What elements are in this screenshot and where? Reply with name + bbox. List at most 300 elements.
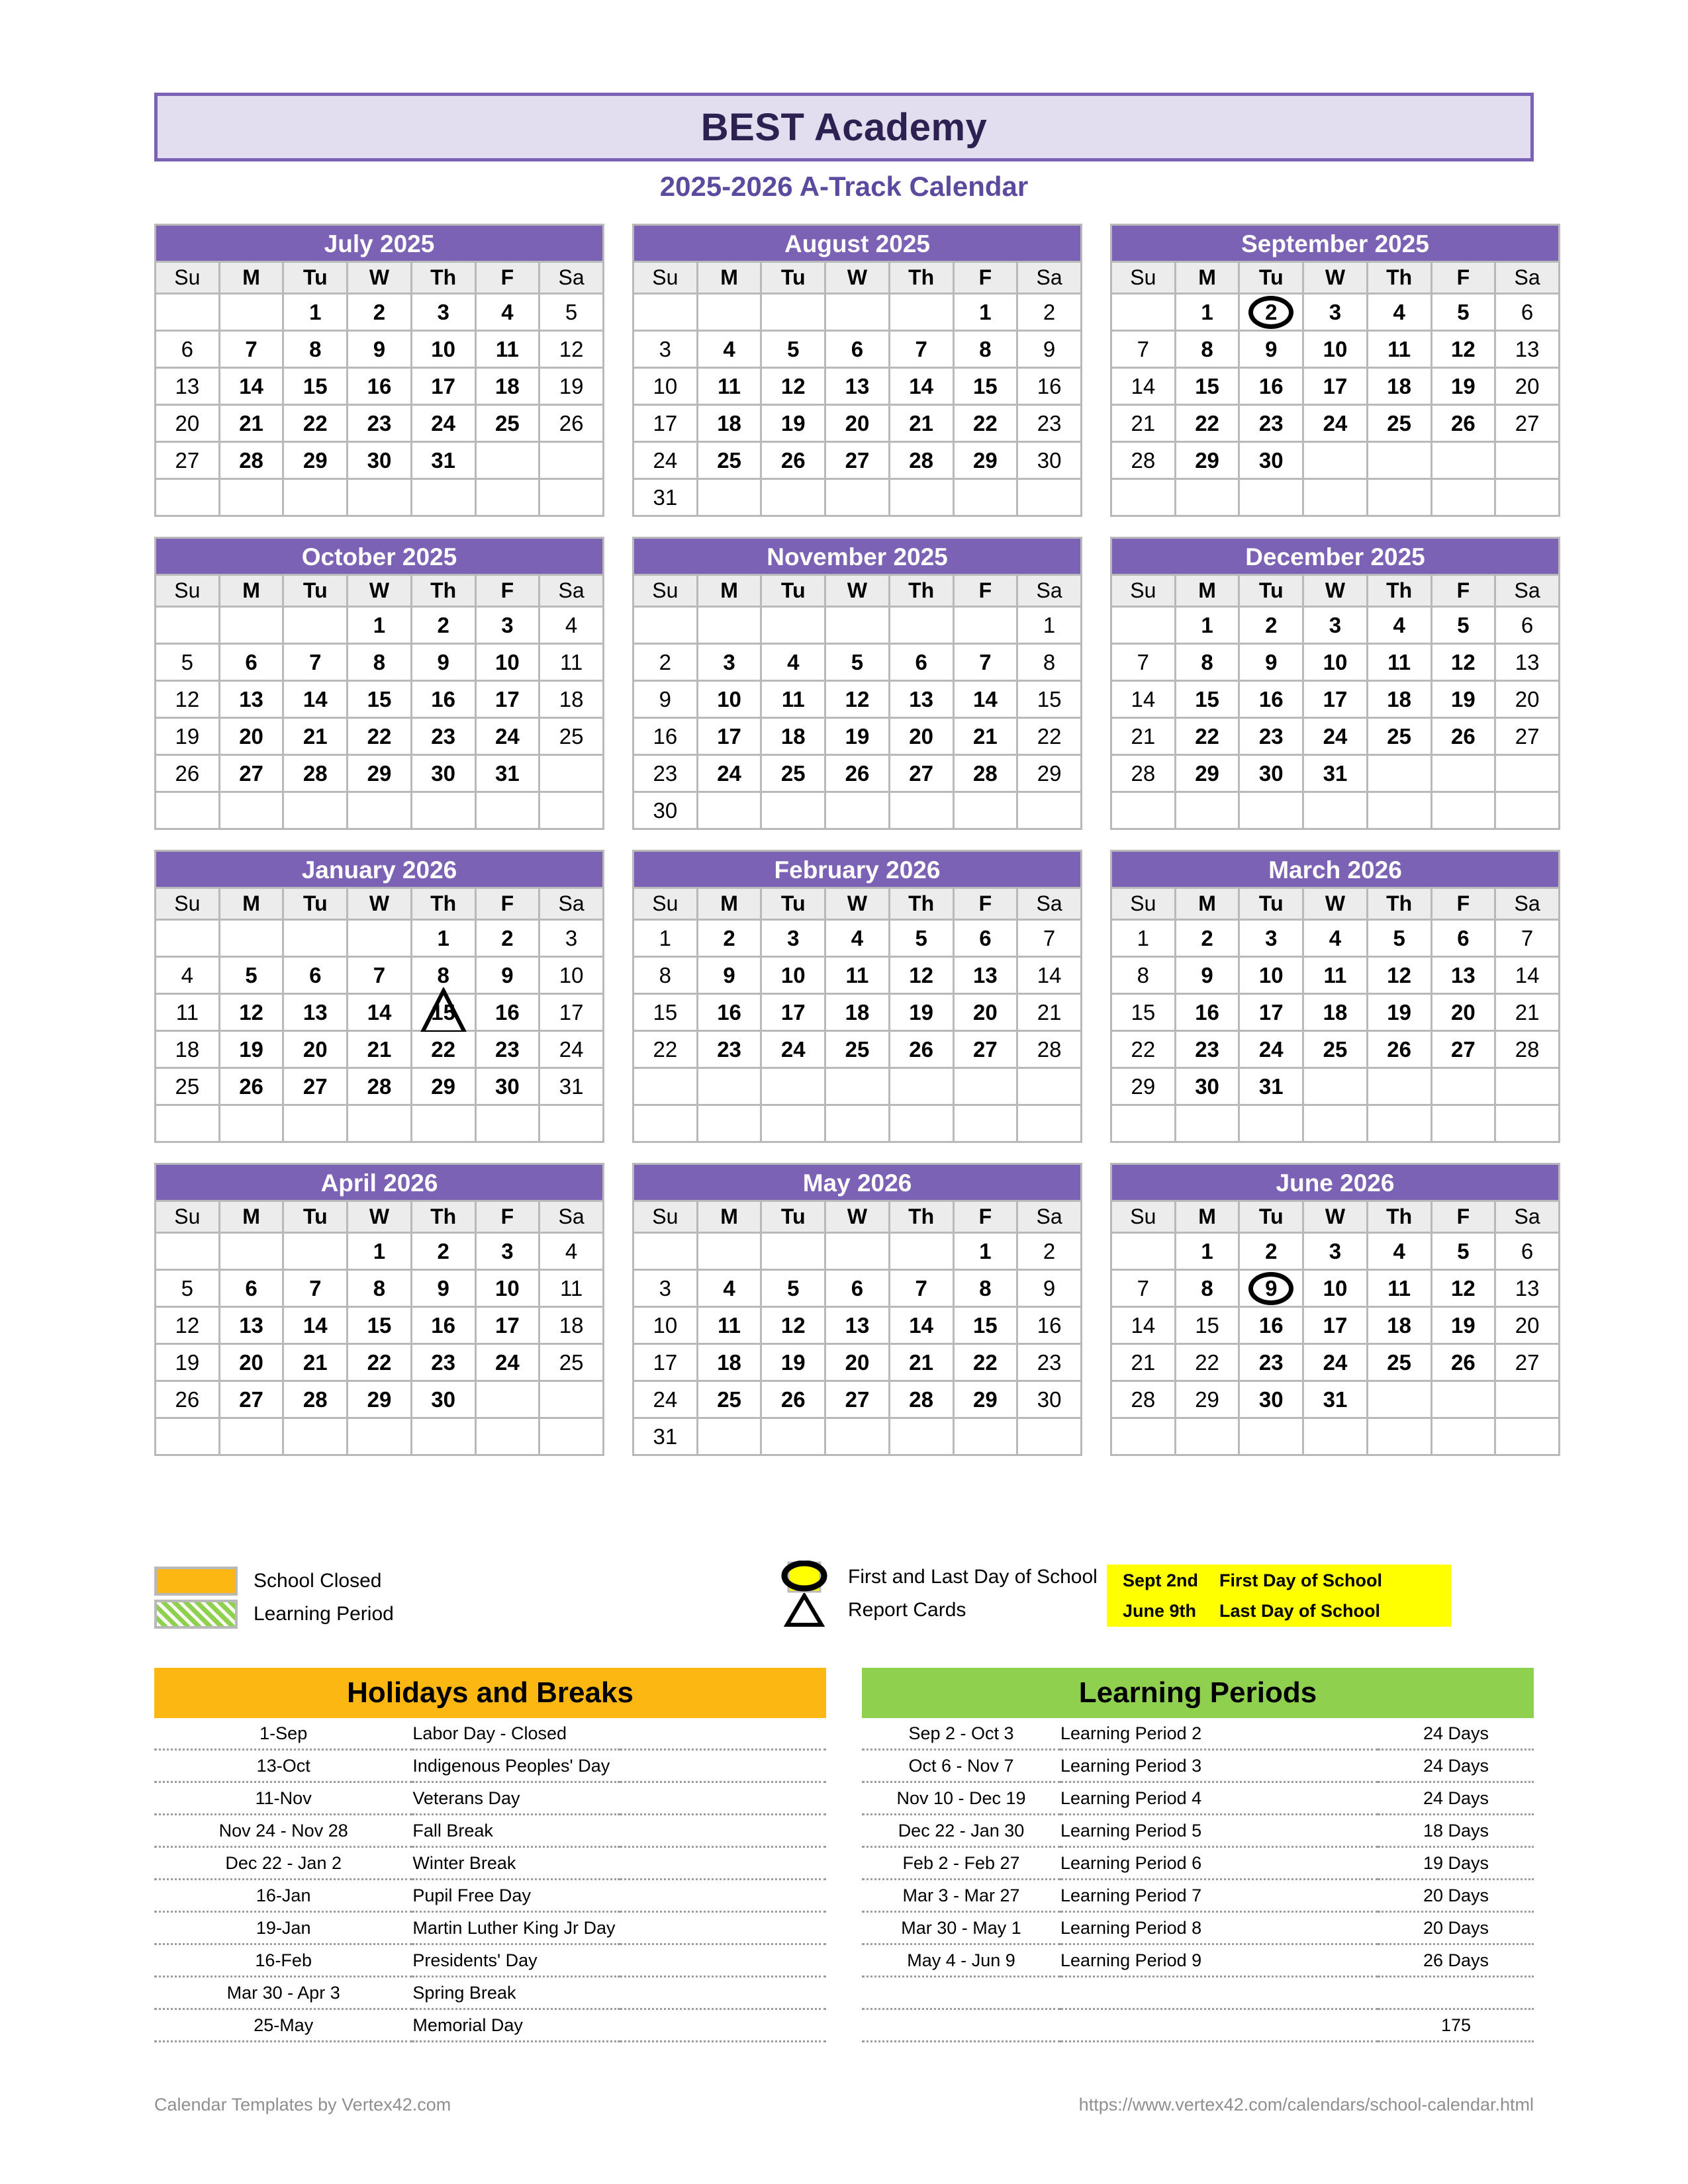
day-cell[interactable] [1496,608,1558,643]
day-cell[interactable] [1112,406,1174,441]
day-cell[interactable] [1240,921,1302,956]
day-cell[interactable] [220,1382,283,1417]
day-cell[interactable] [1496,369,1558,404]
day-cell[interactable] [156,332,218,367]
day-cell[interactable] [477,921,539,956]
day-cell[interactable] [762,406,824,441]
day-cell[interactable] [1240,608,1302,643]
day-cell[interactable] [1240,443,1302,478]
day-cell[interactable] [1432,719,1495,754]
day-cell[interactable] [540,958,602,993]
day-cell[interactable] [762,1308,824,1343]
day-cell[interactable] [1496,1234,1558,1269]
day-cell[interactable] [284,332,346,367]
day-cell[interactable] [1240,1382,1302,1417]
day-cell[interactable] [477,682,539,717]
day-cell[interactable] [1432,406,1495,441]
day-cell[interactable] [1176,756,1239,791]
day-cell[interactable] [477,1308,539,1343]
day-cell[interactable] [1304,608,1366,643]
day-cell[interactable] [540,1308,602,1343]
day-cell[interactable] [156,645,218,680]
day-cell[interactable] [1304,756,1366,791]
day-cell[interactable] [634,645,696,680]
day-cell[interactable] [1018,369,1080,404]
day-cell[interactable] [1176,995,1239,1030]
day-cell[interactable] [1304,995,1366,1030]
day-cell[interactable] [634,958,696,993]
day-cell[interactable] [284,645,346,680]
day-cell[interactable] [1368,958,1430,993]
day-cell[interactable] [698,1382,761,1417]
day-cell[interactable] [826,958,888,993]
day-cell[interactable] [220,645,283,680]
day-cell[interactable] [1176,1382,1239,1417]
day-cell[interactable] [955,995,1017,1030]
day-cell[interactable] [1018,1271,1080,1306]
day-cell[interactable] [1018,756,1080,791]
day-cell[interactable] [1018,958,1080,993]
day-cell[interactable] [955,921,1017,956]
day-cell[interactable] [1304,1032,1366,1067]
day-cell[interactable] [1176,295,1239,330]
day-cell[interactable] [412,921,475,956]
day-cell[interactable] [955,1032,1017,1067]
day-cell[interactable] [284,1271,346,1306]
day-cell[interactable] [634,1345,696,1380]
day-cell[interactable] [1368,1308,1430,1343]
day-cell[interactable] [540,406,602,441]
day-cell[interactable] [1240,719,1302,754]
day-cell[interactable] [1018,921,1080,956]
day-cell[interactable] [955,645,1017,680]
day-cell[interactable] [1176,719,1239,754]
day-cell[interactable] [540,995,602,1030]
day-cell[interactable] [1112,1069,1174,1104]
day-cell[interactable] [1432,1032,1495,1067]
day-cell[interactable] [540,1032,602,1067]
day-cell[interactable] [762,719,824,754]
day-cell[interactable] [1018,332,1080,367]
day-cell[interactable] [762,443,824,478]
day-cell[interactable] [1176,406,1239,441]
day-cell[interactable] [1176,1069,1239,1104]
day-cell[interactable] [634,1271,696,1306]
day-cell[interactable] [1018,1234,1080,1269]
day-cell[interactable] [156,1069,218,1104]
day-cell[interactable] [1304,719,1366,754]
day-cell[interactable] [1432,958,1495,993]
day-cell[interactable] [1496,682,1558,717]
day-cell[interactable] [284,1032,346,1067]
day-cell[interactable] [412,995,475,1030]
day-cell[interactable] [348,995,410,1030]
day-cell[interactable] [1240,1069,1302,1104]
day-cell[interactable] [698,1345,761,1380]
day-cell[interactable] [1112,719,1174,754]
day-cell[interactable] [412,608,475,643]
day-cell[interactable] [1018,1382,1080,1417]
day-cell[interactable] [1176,1345,1239,1380]
day-cell[interactable] [477,995,539,1030]
day-cell[interactable] [477,332,539,367]
day-cell[interactable] [156,958,218,993]
day-cell[interactable] [477,406,539,441]
day-cell[interactable] [477,295,539,330]
day-cell[interactable] [540,332,602,367]
day-cell[interactable] [540,1345,602,1380]
day-cell[interactable] [348,443,410,478]
day-cell[interactable] [1368,719,1430,754]
day-cell[interactable] [284,369,346,404]
day-cell[interactable] [698,682,761,717]
day-cell[interactable] [634,682,696,717]
day-cell[interactable] [826,443,888,478]
day-cell[interactable] [284,1308,346,1343]
day-cell[interactable] [890,332,953,367]
day-cell[interactable] [1240,406,1302,441]
day-cell[interactable] [890,756,953,791]
day-cell[interactable] [284,1345,346,1380]
day-cell[interactable] [156,995,218,1030]
day-cell[interactable] [1176,921,1239,956]
day-cell[interactable] [1112,645,1174,680]
day-cell[interactable] [826,921,888,956]
day-cell[interactable] [1368,1234,1430,1269]
day-cell[interactable] [826,1308,888,1343]
day-cell[interactable] [412,1382,475,1417]
day-cell[interactable] [1432,295,1495,330]
day-cell[interactable] [1240,1308,1302,1343]
day-cell[interactable] [1018,406,1080,441]
day-cell[interactable] [412,1345,475,1380]
day-cell[interactable] [348,1234,410,1269]
day-cell[interactable] [477,756,539,791]
day-cell[interactable] [955,369,1017,404]
day-cell[interactable] [412,369,475,404]
day-cell[interactable] [890,682,953,717]
day-cell[interactable] [1304,295,1366,330]
day-cell[interactable] [698,369,761,404]
day-cell[interactable] [1432,1271,1495,1306]
day-cell[interactable] [412,682,475,717]
day-cell[interactable] [540,295,602,330]
day-cell[interactable] [698,1308,761,1343]
day-cell[interactable] [634,480,696,515]
day-cell[interactable] [634,719,696,754]
day-cell[interactable] [955,332,1017,367]
day-cell[interactable] [698,332,761,367]
day-cell[interactable] [1018,1032,1080,1067]
day-cell[interactable] [348,958,410,993]
day-cell[interactable] [1432,995,1495,1030]
day-cell[interactable] [1240,332,1302,367]
day-cell[interactable] [1176,645,1239,680]
day-cell[interactable] [477,369,539,404]
day-cell[interactable] [634,443,696,478]
day-cell[interactable] [348,1345,410,1380]
day-cell[interactable] [1304,1382,1366,1417]
day-cell[interactable] [955,756,1017,791]
day-cell[interactable] [284,406,346,441]
day-cell[interactable] [540,1234,602,1269]
day-cell[interactable] [156,1032,218,1067]
day-cell[interactable] [890,1032,953,1067]
day-cell[interactable] [1240,1032,1302,1067]
day-cell[interactable] [540,608,602,643]
day-cell[interactable] [1368,682,1430,717]
day-cell[interactable] [1176,1271,1239,1306]
day-cell[interactable] [762,645,824,680]
day-cell[interactable] [220,1345,283,1380]
day-cell[interactable] [955,1308,1017,1343]
day-cell[interactable] [412,719,475,754]
day-cell[interactable] [890,958,953,993]
day-cell[interactable] [1432,645,1495,680]
day-cell[interactable] [1496,645,1558,680]
day-cell[interactable] [348,295,410,330]
day-cell[interactable] [284,295,346,330]
day-cell[interactable] [156,719,218,754]
day-cell[interactable] [348,719,410,754]
day-cell[interactable] [1018,682,1080,717]
day-cell[interactable] [634,756,696,791]
day-cell[interactable] [348,756,410,791]
day-cell[interactable] [412,406,475,441]
day-cell[interactable] [762,1271,824,1306]
day-cell[interactable] [762,369,824,404]
day-cell[interactable] [1112,1345,1174,1380]
day-cell[interactable] [284,995,346,1030]
day-cell[interactable] [1304,645,1366,680]
day-cell[interactable] [890,406,953,441]
day-cell[interactable] [1368,608,1430,643]
day-cell[interactable] [826,1032,888,1067]
day-cell[interactable] [156,406,218,441]
day-cell[interactable] [1112,995,1174,1030]
day-cell[interactable] [698,921,761,956]
day-cell[interactable] [698,756,761,791]
day-cell[interactable] [698,719,761,754]
day-cell[interactable] [1432,369,1495,404]
day-cell[interactable] [1496,1271,1558,1306]
day-cell[interactable] [1432,332,1495,367]
day-cell[interactable] [698,1271,761,1306]
day-cell[interactable] [220,443,283,478]
day-cell[interactable] [348,1308,410,1343]
day-cell[interactable] [1112,921,1174,956]
day-cell[interactable] [1432,921,1495,956]
day-cell[interactable] [1176,1032,1239,1067]
day-cell[interactable] [826,756,888,791]
day-cell[interactable] [1112,1308,1174,1343]
day-cell[interactable] [1112,682,1174,717]
day-cell[interactable] [1112,1032,1174,1067]
day-cell[interactable] [156,756,218,791]
day-cell[interactable] [284,1382,346,1417]
day-cell[interactable] [1368,295,1430,330]
day-cell[interactable] [634,1032,696,1067]
day-cell[interactable] [634,369,696,404]
day-cell[interactable] [698,645,761,680]
day-cell[interactable] [1432,1308,1495,1343]
day-cell[interactable] [1018,295,1080,330]
day-cell[interactable] [890,1308,953,1343]
day-cell[interactable] [220,682,283,717]
day-cell[interactable] [540,719,602,754]
day-cell[interactable] [412,756,475,791]
day-cell[interactable] [348,682,410,717]
day-cell[interactable] [1304,1234,1366,1269]
day-cell[interactable] [1368,332,1430,367]
day-cell[interactable] [1176,958,1239,993]
day-cell[interactable] [634,793,696,828]
day-cell[interactable] [156,1345,218,1380]
day-cell[interactable] [890,1345,953,1380]
day-cell[interactable] [955,1345,1017,1380]
day-cell[interactable] [890,369,953,404]
day-cell[interactable] [1240,369,1302,404]
day-cell[interactable] [1018,1345,1080,1380]
day-cell[interactable] [412,645,475,680]
day-cell[interactable] [826,1271,888,1306]
day-cell[interactable] [1368,369,1430,404]
day-cell[interactable] [156,369,218,404]
day-cell[interactable] [955,443,1017,478]
day-cell[interactable] [1018,995,1080,1030]
day-cell[interactable] [634,332,696,367]
day-cell[interactable] [1496,719,1558,754]
day-cell[interactable] [890,1382,953,1417]
day-cell[interactable] [698,443,761,478]
day-cell[interactable] [890,995,953,1030]
day-cell[interactable] [698,1032,761,1067]
footer-url[interactable]: https://www.vertex42.com/calendars/school-calendar.html [1078,2095,1534,2115]
day-cell[interactable] [1496,295,1558,330]
day-cell[interactable] [220,369,283,404]
day-cell[interactable] [1018,443,1080,478]
day-cell[interactable] [826,1382,888,1417]
day-cell[interactable] [1240,756,1302,791]
day-cell[interactable] [412,295,475,330]
day-cell[interactable] [890,645,953,680]
day-cell[interactable] [1304,1345,1366,1380]
day-cell[interactable] [1304,921,1366,956]
day-cell[interactable] [348,1032,410,1067]
day-cell[interactable] [477,719,539,754]
day-cell[interactable] [1496,958,1558,993]
day-cell[interactable] [762,958,824,993]
day-cell[interactable] [477,645,539,680]
day-cell[interactable] [1304,1271,1366,1306]
day-cell[interactable] [1240,295,1302,330]
day-cell[interactable] [1176,682,1239,717]
day-cell[interactable] [1304,406,1366,441]
day-cell[interactable] [220,1308,283,1343]
day-cell[interactable] [698,406,761,441]
day-cell[interactable] [1018,1308,1080,1343]
day-cell[interactable] [284,756,346,791]
day-cell[interactable] [412,1032,475,1067]
day-cell[interactable] [1432,1345,1495,1380]
day-cell[interactable] [826,682,888,717]
day-cell[interactable] [220,1069,283,1104]
day-cell[interactable] [1176,608,1239,643]
day-cell[interactable] [156,443,218,478]
day-cell[interactable] [1112,958,1174,993]
day-cell[interactable] [1304,332,1366,367]
day-cell[interactable] [698,958,761,993]
day-cell[interactable] [220,332,283,367]
day-cell[interactable] [412,958,475,993]
day-cell[interactable] [1304,1308,1366,1343]
day-cell[interactable] [220,1032,283,1067]
day-cell[interactable] [1432,682,1495,717]
day-cell[interactable] [412,1308,475,1343]
day-cell[interactable] [1018,645,1080,680]
day-cell[interactable] [634,1419,696,1454]
day-cell[interactable] [1112,443,1174,478]
day-cell[interactable] [1176,1308,1239,1343]
day-cell[interactable] [1240,995,1302,1030]
day-cell[interactable] [1018,608,1080,643]
day-cell[interactable] [412,443,475,478]
day-cell[interactable] [1018,719,1080,754]
day-cell[interactable] [1112,756,1174,791]
day-cell[interactable] [220,719,283,754]
day-cell[interactable] [634,1308,696,1343]
day-cell[interactable] [826,369,888,404]
day-cell[interactable] [477,1234,539,1269]
day-cell[interactable] [762,995,824,1030]
day-cell[interactable] [284,719,346,754]
day-cell[interactable] [348,406,410,441]
day-cell[interactable] [477,1032,539,1067]
day-cell[interactable] [1304,958,1366,993]
day-cell[interactable] [1496,921,1558,956]
day-cell[interactable] [955,682,1017,717]
day-cell[interactable] [762,1345,824,1380]
day-cell[interactable] [156,1308,218,1343]
day-cell[interactable] [762,756,824,791]
day-cell[interactable] [955,958,1017,993]
day-cell[interactable] [890,443,953,478]
day-cell[interactable] [826,406,888,441]
day-cell[interactable] [890,1271,953,1306]
day-cell[interactable] [762,682,824,717]
day-cell[interactable] [1240,1271,1302,1306]
day-cell[interactable] [477,1345,539,1380]
day-cell[interactable] [540,682,602,717]
day-cell[interactable] [955,1271,1017,1306]
day-cell[interactable] [1368,1271,1430,1306]
day-cell[interactable] [540,1069,602,1104]
day-cell[interactable] [1176,1234,1239,1269]
day-cell[interactable] [348,1069,410,1104]
day-cell[interactable] [826,1345,888,1380]
day-cell[interactable] [284,1069,346,1104]
day-cell[interactable] [634,406,696,441]
day-cell[interactable] [955,406,1017,441]
day-cell[interactable] [348,1271,410,1306]
day-cell[interactable] [1368,1345,1430,1380]
day-cell[interactable] [477,1069,539,1104]
day-cell[interactable] [955,719,1017,754]
day-cell[interactable] [826,332,888,367]
day-cell[interactable] [762,1382,824,1417]
day-cell[interactable] [1176,369,1239,404]
day-cell[interactable] [412,332,475,367]
